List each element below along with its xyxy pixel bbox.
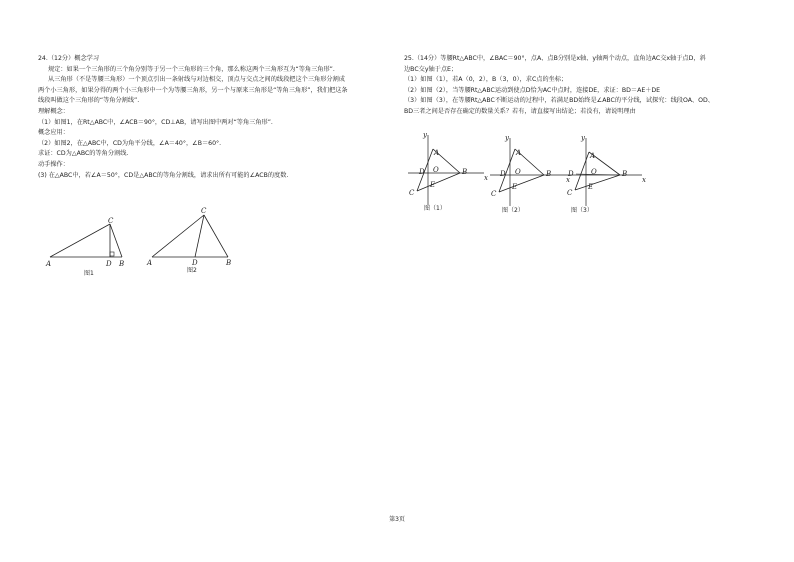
page-number: 第3页 xyxy=(389,516,405,523)
q25f1-a: A xyxy=(434,149,440,157)
q25f2-c: C xyxy=(491,190,497,198)
q25f3-a: A xyxy=(590,152,596,160)
q25-figure-3 xyxy=(562,134,647,220)
figure-2-diagram xyxy=(146,208,236,273)
fig2-label-a: A xyxy=(147,259,153,267)
q25f2-b: B xyxy=(546,170,552,178)
q24-hands-on-heading: 动手操作： xyxy=(38,160,69,168)
q25f1-e: E xyxy=(430,181,436,189)
q25-figure-1-diagram xyxy=(404,131,489,213)
q24-part-3: (3) 在△ABC中，若∠A＝50°，CD是△ABC的等角分割线，请求出所有可能的∠ACB的度数. xyxy=(38,171,289,179)
fig2-label-b: B xyxy=(226,259,232,267)
q24-apply-heading: 概念应用： xyxy=(38,129,69,137)
q25-part-2: （2）如图（2），当等腰Rt△ABC运动到使点D恰为AC中点时，连接DE，求证：BD＝AE＋DE xyxy=(404,86,661,94)
q25f3-caption: 图（3） xyxy=(571,207,593,214)
q25-title-b: 边BC交y轴于点E； xyxy=(404,65,458,73)
fig2-label-c: C xyxy=(201,207,207,215)
q25f3-x: x xyxy=(642,176,646,184)
q24-definition-1: 规定：如果一个三角形的三个角分别等于另一个三角形的三个角，那么称这两个三角形互为“等角三角形”. xyxy=(48,65,335,73)
q25f2-e: E xyxy=(512,183,518,191)
q25f3-e: E xyxy=(588,183,594,191)
q25f3-y: y xyxy=(581,134,585,142)
q25f3-o: O xyxy=(591,168,597,176)
q25-part-3b: BD三者之间是否存在确定的数量关系？若有，请直接写出结论；若没有，请说明理由 xyxy=(404,107,636,115)
q25f1-caption: 图（1） xyxy=(424,205,446,212)
fig1-label-a: A xyxy=(46,260,52,268)
q25f2-a: A xyxy=(516,149,522,157)
q24-definition-2c: 线段叫做这个三角形的“等角分割线”. xyxy=(38,97,140,105)
q25f2-d: D xyxy=(500,170,506,178)
q25f3-d: D xyxy=(568,170,574,178)
q25-figure-3-diagram xyxy=(562,134,647,216)
q25f2-x: x xyxy=(566,176,570,184)
q25f1-d: D xyxy=(419,168,425,176)
figure-1-diagram xyxy=(44,215,134,280)
q25f1-x: x xyxy=(484,174,488,182)
q25f2-y: y xyxy=(505,134,509,142)
q25-figure-1 xyxy=(404,131,489,217)
question-24 xyxy=(38,54,390,181)
q25f2-caption: 图（2） xyxy=(502,207,524,214)
q25f3-c: C xyxy=(567,189,573,197)
fig1-label-c: C xyxy=(108,217,114,225)
fig1-label-b: B xyxy=(119,260,125,268)
q24-part-1: （1）如图1，在Rt△ABC中，∠ACB＝90°，CD⊥AB，请写出图中两对“等角三角形”. xyxy=(38,118,273,126)
q24-prove: 求证：CD为△ABC的等角分割线. xyxy=(38,150,129,158)
q25f1-b: B xyxy=(462,168,468,176)
q25-figure-2 xyxy=(486,134,571,220)
q25f1-o: O xyxy=(433,166,439,174)
question-25 xyxy=(404,54,770,118)
q25-title-a: 25.（14分）等腰Rt△ABC中，∠BAC＝90°，点A、点B分别是x轴、y轴两个动点，直角边AC交x轴于点D，斜 xyxy=(404,55,706,62)
q25f2-o: O xyxy=(515,168,521,176)
q24-understand-heading: 理解概念： xyxy=(38,107,69,115)
q25f1-c: C xyxy=(409,189,415,197)
q25-figure-2-diagram xyxy=(486,134,571,216)
q24-part-2: （2）如图2，在△ABC中，CD为角平分线，∠A＝40°，∠B＝60°. xyxy=(38,139,222,147)
fig2-label-d: D xyxy=(192,259,198,267)
q25f3-b: B xyxy=(622,170,628,178)
q24-title: 24.（12分）概念学习 xyxy=(38,55,100,62)
q24-figure-2 xyxy=(146,208,236,277)
q24-definition-2b: 两个小三角形，如果分得的两个小三角形中一个为等腰三角形，另一个与原来三角形是“等角三角形”，我们把这条 xyxy=(38,86,348,94)
q25-part-3a: （3）如图（3），在等腰Rt△ABC不断运动的过程中，若满足BD始终是∠ABC的平分线，试探究：线段OA、OD、 xyxy=(404,97,714,105)
fig1-caption: 图1 xyxy=(84,270,94,277)
q24-definition-2a: 从三角形（不是等腰三角形）一个顶点引出一条射线与对边相交，顶点与交点之间的线段把这个三角形分割成 xyxy=(48,76,345,84)
q24-figure-1 xyxy=(44,215,134,284)
q25-part-1: （1）如图（1），若A（0，2），B（3，0），求C点的坐标； xyxy=(404,76,568,84)
q25f1-y: y xyxy=(423,131,427,139)
fig2-caption: 图2 xyxy=(187,267,197,274)
fig1-label-d: D xyxy=(106,260,112,268)
